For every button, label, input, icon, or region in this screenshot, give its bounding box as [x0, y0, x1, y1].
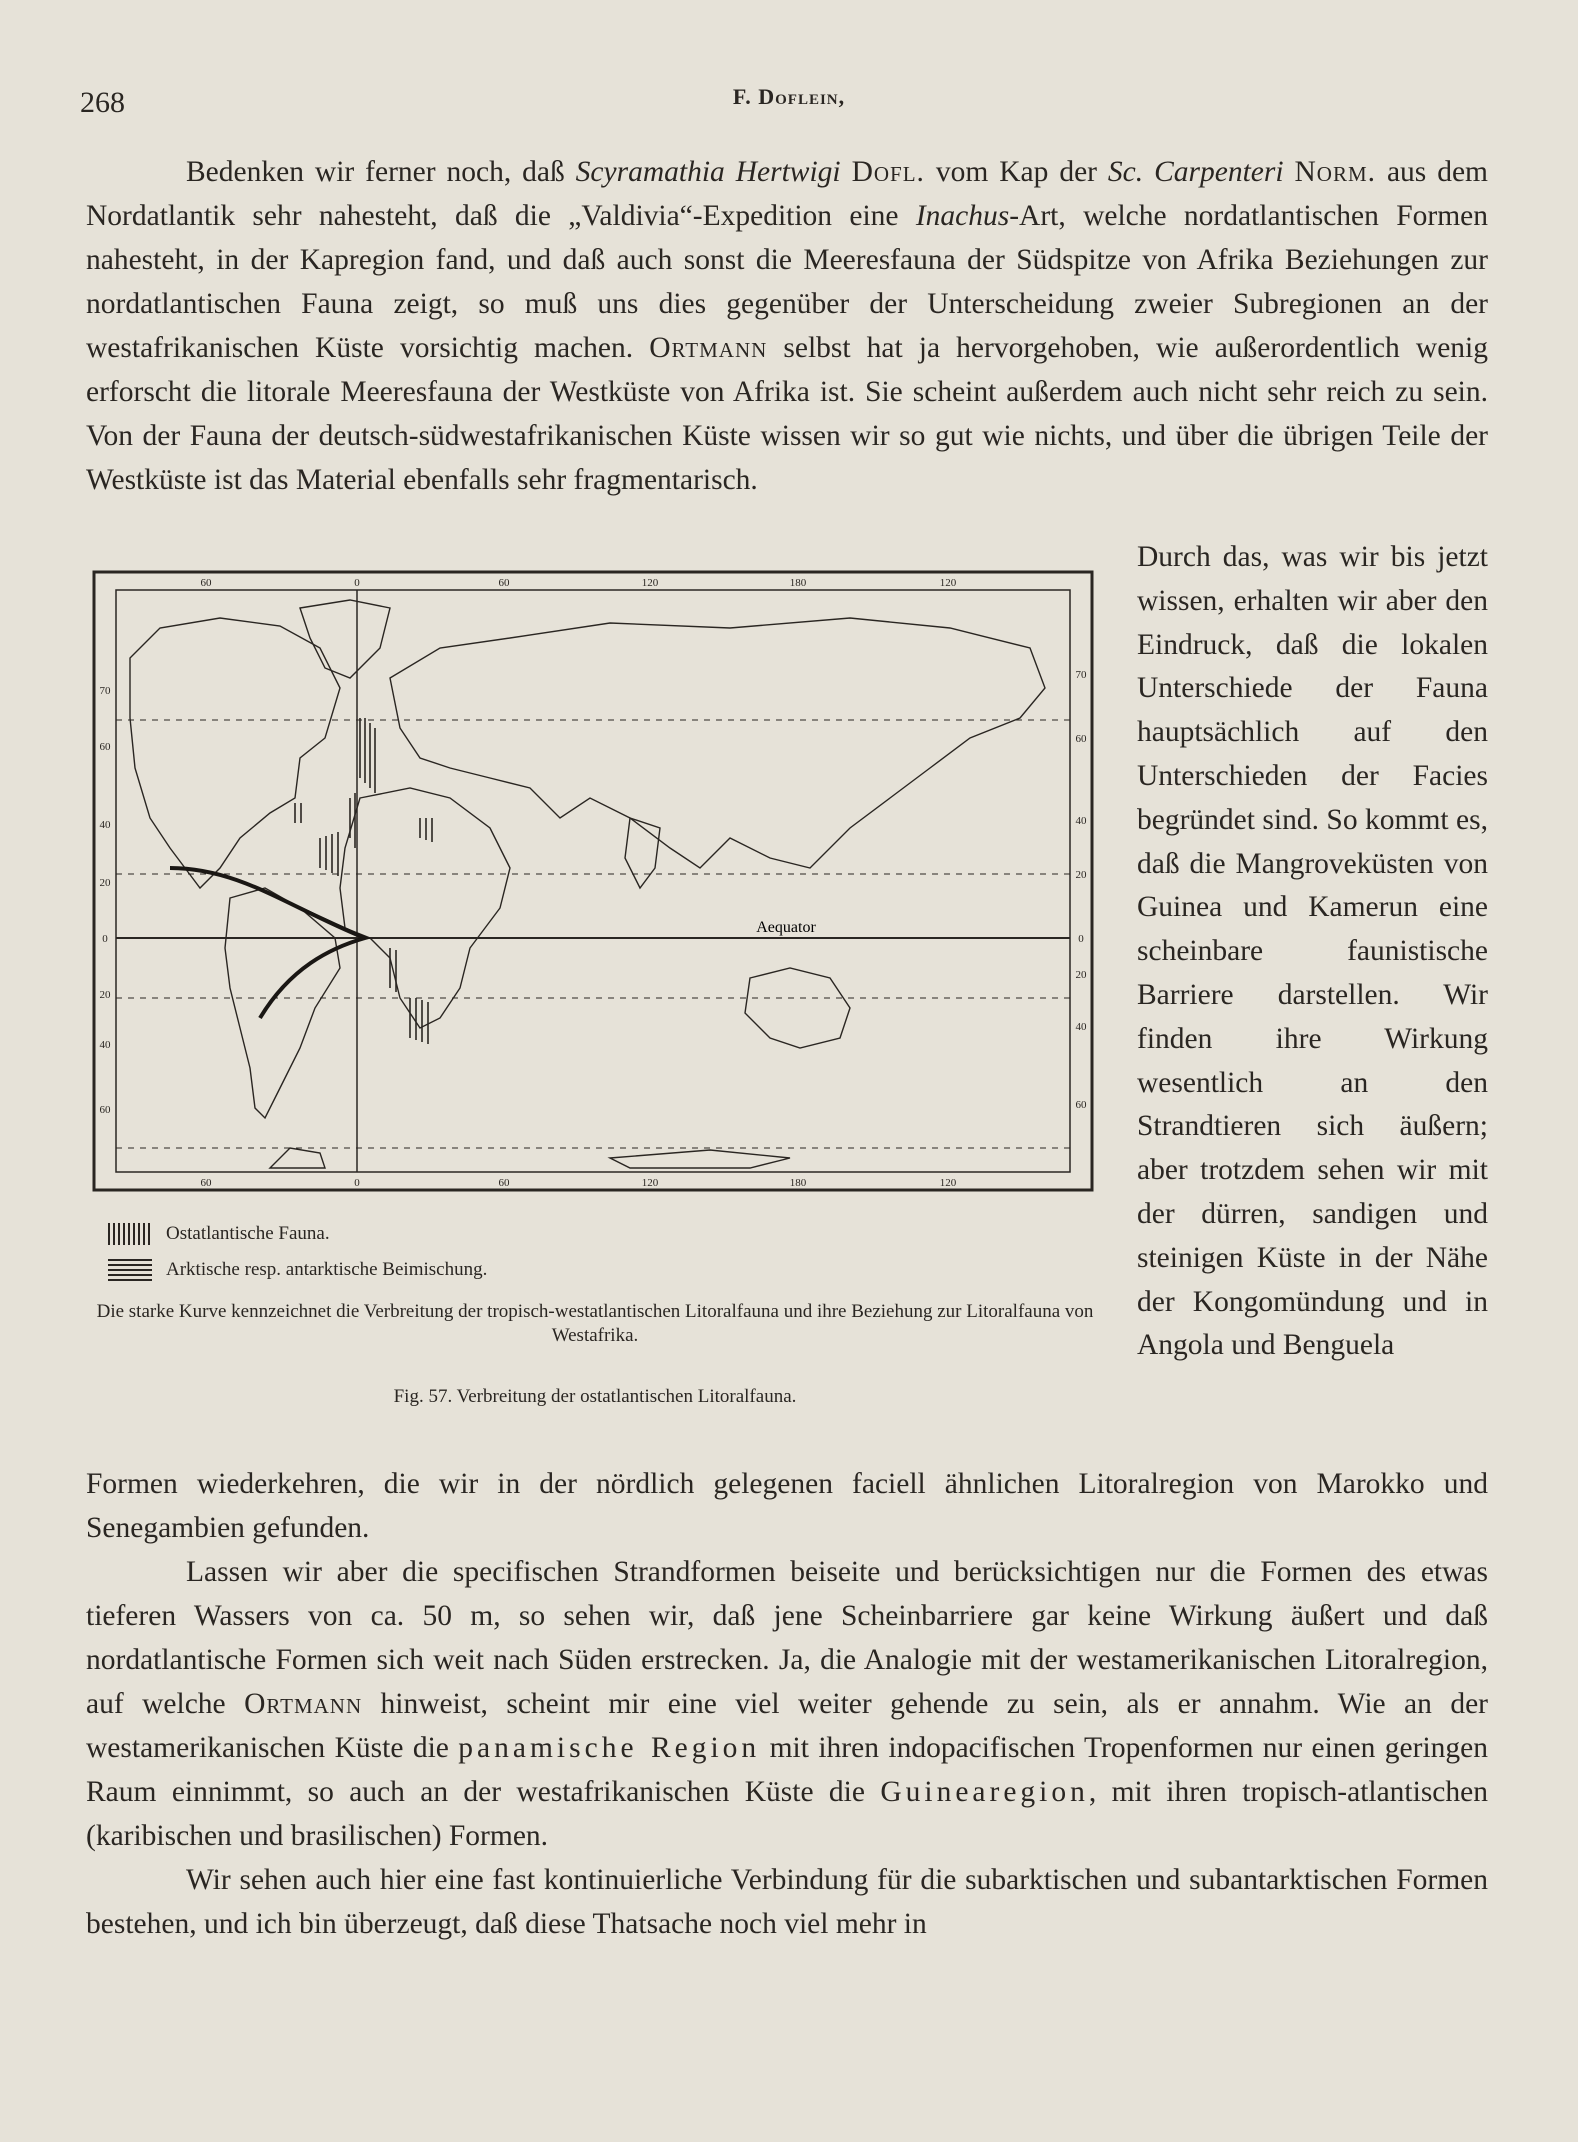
tick-left: 20 [99, 877, 111, 889]
tick-left: 40 [99, 819, 111, 831]
tick-left: 40 [99, 1039, 111, 1051]
australia [745, 968, 850, 1048]
tick-left: 20 [99, 989, 111, 1001]
east-atlantic-hatching [295, 718, 432, 1044]
figure-note: Die starke Kurve kennzeichnet die Verbreitung der tropisch-westatlantischen Litoralfauna und ihre Beziehung zur Litoralfauna von Westafrika. [96, 1301, 1094, 1346]
tick-bottom: 0 [354, 1177, 360, 1189]
vertical-hatch-swatch [108, 1223, 152, 1245]
tick-top: 180 [789, 577, 807, 589]
legend-label: Arktische resp. antarktische Beimischung. [166, 1259, 488, 1280]
tick-top: 120 [939, 577, 957, 589]
map-legend [108, 1216, 1108, 1288]
paragraph-continuation: Formen wiederkehren, die wir in der nördlich gelegenen faciell ähnlichen Litoralregion von Marokko und Senegambien gefunden. [86, 1468, 1488, 1544]
tick-bottom: 120 [939, 1177, 957, 1189]
tick-right: 70 [1075, 669, 1087, 681]
landmasses [130, 600, 1045, 1168]
species-name: Scyramathia Hertwigi [575, 156, 841, 188]
tick-right: 20 [1075, 969, 1087, 981]
tick-right: 40 [1075, 1021, 1087, 1033]
tick-top: 120 [641, 577, 659, 589]
side-column-text: Durch das, was wir bis jetzt wissen, erhalten wir aber den Eindruck, daß die lokalen Unterschiede der Fauna hauptsächlich auf den Unterschieden der Facies begründet sind. So kommt es, daß die Mangroveküsten von Guinea und Kamerun eine scheinbare faunistische Barriere darstellen. Wir finden ihre Wirkung wesentlich an den Strandtieren sich äußern; aber trotzdem sehen wir mit der dürren, sandigen und steinigen Küste in der Nähe der Kongomündung und in Angola und Benguela [1137, 541, 1488, 1362]
europe-asia [390, 618, 1045, 868]
antarctica [270, 1148, 325, 1168]
tick-left: 60 [99, 1104, 111, 1116]
world-map [90, 568, 1096, 1194]
paragraph-3: Wir sehen auch hier eine fast kontinuierliche Verbindung für die subarktischen und subantarktischen Formen bestehen, und ich bin überzeugt, daß diese Thatsache noch viel mehr in [86, 1864, 1488, 1940]
tick-right: 40 [1075, 815, 1087, 827]
tick-right: 60 [1075, 733, 1087, 745]
tick-bottom: 120 [641, 1177, 659, 1189]
legend-item [108, 1252, 1108, 1288]
author-name: Ortmann [244, 1688, 363, 1720]
tick-bottom: 60 [498, 1177, 510, 1189]
tick-left: 70 [99, 685, 111, 697]
horizontal-hatch-swatch [108, 1259, 152, 1281]
spaced-term: Guinearegion [880, 1776, 1089, 1808]
tick-right: 60 [1075, 1099, 1087, 1111]
tick-right: 20 [1075, 869, 1087, 881]
paragraph-2: Lassen wir aber die specifischen Strandformen beiseite und berücksichtigen nur die Formen des etwas tieferen Wassers von ca. 50 m, so sehen wir, daß jene Scheinbarriere gar keine Wirkung äußert und daß nordatlantische Formen sich weit nach Süden erstrecken. Ja, die Analogie mit der westamerikanischen Litoralregion, auf welche Ortmann hinweist, scheint mir eine viel weiter gehende zu sein, als er annahm. Wie an der westamerikanischen Küste die panamische Region mit ihren indopacifischen Tropenformen nur einen geringen Raum einnimmt, so auch an der westafrikanischen Küste die Guinearegion, mit ihren tropisch-atlantischen (karibischen und brasilischen) Formen. [86, 1556, 1489, 1852]
africa [340, 788, 510, 1028]
map-inner-frame [116, 590, 1070, 1172]
tick-left: 0 [102, 933, 108, 945]
author-abbrev: Dofl. [851, 156, 925, 188]
greenland [300, 600, 390, 678]
antarctica [610, 1150, 790, 1168]
tropical-west-atlantic-curve [290, 903, 365, 938]
india [625, 818, 660, 888]
page-number: 268 [80, 86, 125, 119]
tick-right: 0 [1078, 933, 1084, 945]
running-head: F. Doflein, [732, 84, 846, 109]
author-name: Ortmann [649, 332, 768, 364]
species-name: Sc. Carpenteri [1107, 156, 1284, 188]
figure-caption: Fig. 57. Verbreitung der ostatlantischen Litoralfauna. [393, 1386, 797, 1407]
spaced-term: panamische Region [458, 1732, 761, 1764]
genus-name: Inachus [915, 200, 1010, 232]
legend-label: Ostatlantische Fauna. [166, 1223, 330, 1244]
tick-top: 60 [498, 577, 510, 589]
south-america [225, 888, 340, 1118]
tick-bottom: 180 [789, 1177, 807, 1189]
paragraph-intro: Bedenken wir ferner noch, daß Scyramathia Hertwigi Dofl. vom Kap der Sc. Carpenteri Norm. aus dem Nordatlantik sehr nahesteht, daß die „Valdivia“-Expedition eine Inachus-Art, welche nordatlantischen Formen nahesteht, in der Kapregion fand, und daß auch sonst die Meeresfauna der Südspitze von Afrika Beziehungen zur nordatlantischen Fauna zeigt, so muß uns dies gegenüber der Unterscheidung zweier Subregionen an der westafrikanischen Küste vorsichtig machen. Ortmann selbst hat ja hervorgehoben, wie außerordentlich wenig erforscht die litorale Meeresfauna der Westküste von Afrika ist. Sie scheint außerdem auch nicht sehr reich zu sein. Von der Fauna der deutsch-südwestafrikanischen Küste wissen wir so gut wie nichts, und über die übrigen Teile der Westküste ist das Material ebenfalls sehr fragmentarisch. [86, 156, 1488, 496]
tick-top: 60 [200, 577, 212, 589]
tick-left: 60 [99, 741, 111, 753]
author-abbrev: Norm. [1294, 156, 1377, 188]
tick-top: 0 [354, 577, 360, 589]
legend-item [108, 1216, 1108, 1252]
tick-bottom: 60 [200, 1177, 212, 1189]
equator-label: Aequator [756, 919, 816, 936]
body-bottom [86, 1462, 1488, 1946]
north-america [130, 618, 340, 888]
